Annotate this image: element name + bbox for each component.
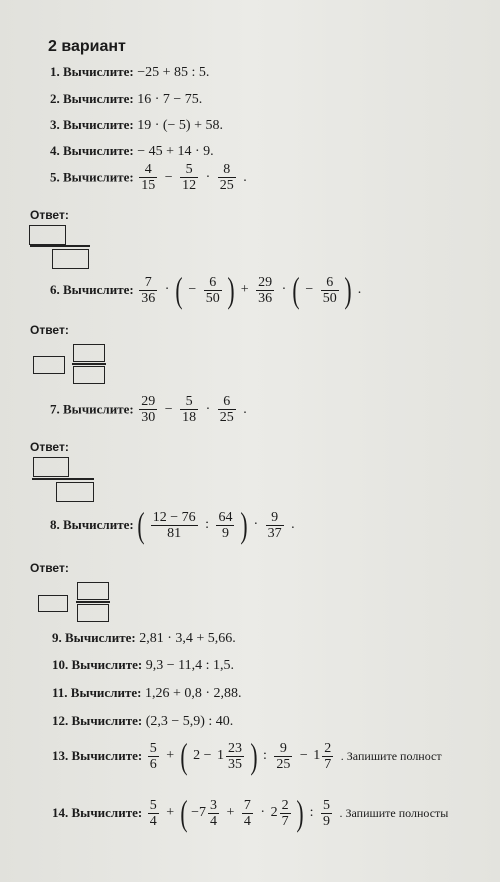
task-6: 6. Вычислите: $\frac{7}{36}$ · ( − $\frac{6}{50}$ ) + $\frac{29}{36}$ · ( − $\frac{6}{50}$ ) .	[50, 270, 362, 310]
mixed-number: 2 $\frac{2}{7}$	[270, 797, 289, 829]
task-9	[52, 630, 236, 647]
answer-box-denominator[interactable]	[56, 482, 94, 502]
task-1-expression: −25 + 85 : 5.	[137, 65, 210, 80]
fraction: $\frac{7}{36}$	[141, 274, 156, 306]
task-2-label: 2. Вычислите:	[50, 91, 134, 106]
task-3-expression: 19 · (− 5) + 58.	[137, 118, 223, 133]
answer-box-numerator[interactable]	[29, 225, 66, 245]
task-14: 14. Вычислите: $\frac{5}{4}$ + ( −7 $\frac{3}{4}$ + $\frac{7}{4}$ · 2 $\frac{2}{7}$ ) : $\frac{5}{9}$ . Запишите полносты	[52, 793, 449, 833]
task-3-label: 3. Вычислите:	[50, 117, 134, 132]
fraction: $\frac{6}{25}$	[219, 394, 234, 425]
fraction: $\frac{12 - 76}{81}$	[152, 509, 196, 541]
fraction: $\frac{5}{18}$	[182, 394, 197, 425]
task-12-label: 12. Вычислите:	[52, 713, 143, 728]
answer-box-denominator[interactable]	[52, 249, 89, 269]
task-11-expression: 1,26 + 0,8 · 2,88.	[144, 686, 242, 701]
variant-title: 2 вариант	[48, 38, 126, 55]
answer-box-denominator[interactable]	[77, 604, 109, 622]
task-11	[52, 685, 242, 702]
task-5: 5. Вычислите: $\frac{4}{15}$ − $\frac{5}{12}$ · $\frac{8}{25}$ .	[50, 162, 247, 193]
fraction: $\frac{64}{9}$	[218, 509, 233, 541]
task-8-label: 8. Вычислите:	[50, 517, 134, 532]
answer-box-numerator[interactable]	[73, 344, 105, 362]
task-7-label: 7. Вычислите:	[50, 401, 134, 417]
answer-box-numerator[interactable]	[33, 457, 69, 477]
task-4-label: 4. Вычислите:	[50, 143, 134, 158]
task-13-label: 13. Вычислите:	[52, 748, 143, 763]
fraction: $\frac{6}{50}$	[205, 274, 220, 306]
task-13-note: . Запишите полност	[340, 748, 442, 763]
fraction-bar	[72, 363, 106, 365]
fraction: $\frac{5}{4}$	[149, 797, 157, 829]
answer-label: Ответ:	[30, 208, 69, 222]
task-5-label: 5. Вычислите:	[50, 169, 134, 185]
task-10-label: 10. Вычислите:	[52, 657, 143, 672]
fraction: $\frac{7}{4}$	[243, 797, 251, 829]
task-1-label: 1. Вычислите:	[50, 64, 134, 79]
fraction: $\frac{9}{25}$	[276, 740, 291, 772]
answer-box-denominator[interactable]	[73, 366, 105, 384]
task-12-expression: (2,3 − 5,9) : 40.	[145, 714, 234, 729]
task-14-label: 14. Вычислите:	[52, 805, 143, 820]
mixed-number: 1 $\frac{23}{35}$	[217, 740, 242, 772]
fraction: $\frac{8}{25}$	[219, 162, 234, 193]
fraction: $\frac{5}{12}$	[182, 162, 197, 193]
task-10-expression: 9,3 − 11,4 : 1,5.	[145, 658, 234, 673]
answer-box-whole[interactable]	[33, 356, 65, 374]
fraction: $\frac{6}{50}$	[322, 274, 337, 306]
fraction-bar	[76, 601, 110, 603]
task-4-expression: − 45 + 14 · 9.	[137, 144, 214, 159]
mixed-number: 1 $\frac{2}{7}$	[313, 740, 332, 772]
fraction-bar	[30, 245, 90, 247]
fraction: $\frac{5}{9}$	[322, 797, 330, 829]
task-1	[50, 64, 209, 81]
answer-box-numerator[interactable]	[77, 582, 109, 600]
mixed-number: −7 $\frac{3}{4}$	[191, 797, 217, 829]
task-12	[52, 713, 233, 730]
fraction: $\frac{9}{37}$	[267, 509, 282, 541]
fraction-bar	[32, 478, 94, 480]
task-9-label: 9. Вычислите:	[52, 630, 136, 645]
answer-label: Ответ:	[30, 440, 69, 454]
fraction: $\frac{29}{30}$	[141, 394, 156, 425]
task-8: 8. Вычислите: ( $\frac{12 - 76}{81}$ : $\frac{64}{9}$ ) · $\frac{9}{37}$ .	[50, 505, 295, 545]
fraction: $\frac{4}{15}$	[141, 162, 156, 193]
answer-label: Ответ:	[30, 561, 69, 575]
answer-box-whole[interactable]	[38, 595, 68, 612]
task-13: 13. Вычислите: $\frac{5}{6}$ + ( 2 − 1 $\frac{23}{35}$ ) : $\frac{9}{25}$ − 1 $\frac{2}{7}$ . Запишите полност	[52, 736, 442, 776]
task-3	[50, 117, 223, 134]
answer-label: Ответ:	[30, 323, 69, 337]
task-14-note: . Запишите полносты	[339, 805, 449, 820]
task-7: 7. Вычислите: $\frac{29}{30}$ − $\frac{5}{18}$ · $\frac{6}{25}$ .	[50, 394, 247, 425]
task-4	[50, 143, 214, 160]
task-2	[50, 91, 202, 108]
task-11-label: 11. Вычислите:	[52, 685, 142, 700]
fraction: $\frac{29}{36}$	[258, 274, 273, 306]
task-9-expression: 2,81 · 3,4 + 5,66.	[139, 631, 236, 646]
task-10	[52, 657, 234, 674]
task-2-expression: 16 · 7 − 75.	[137, 92, 203, 107]
fraction: $\frac{5}{6}$	[149, 740, 157, 772]
task-6-label: 6. Вычислите:	[50, 282, 134, 297]
